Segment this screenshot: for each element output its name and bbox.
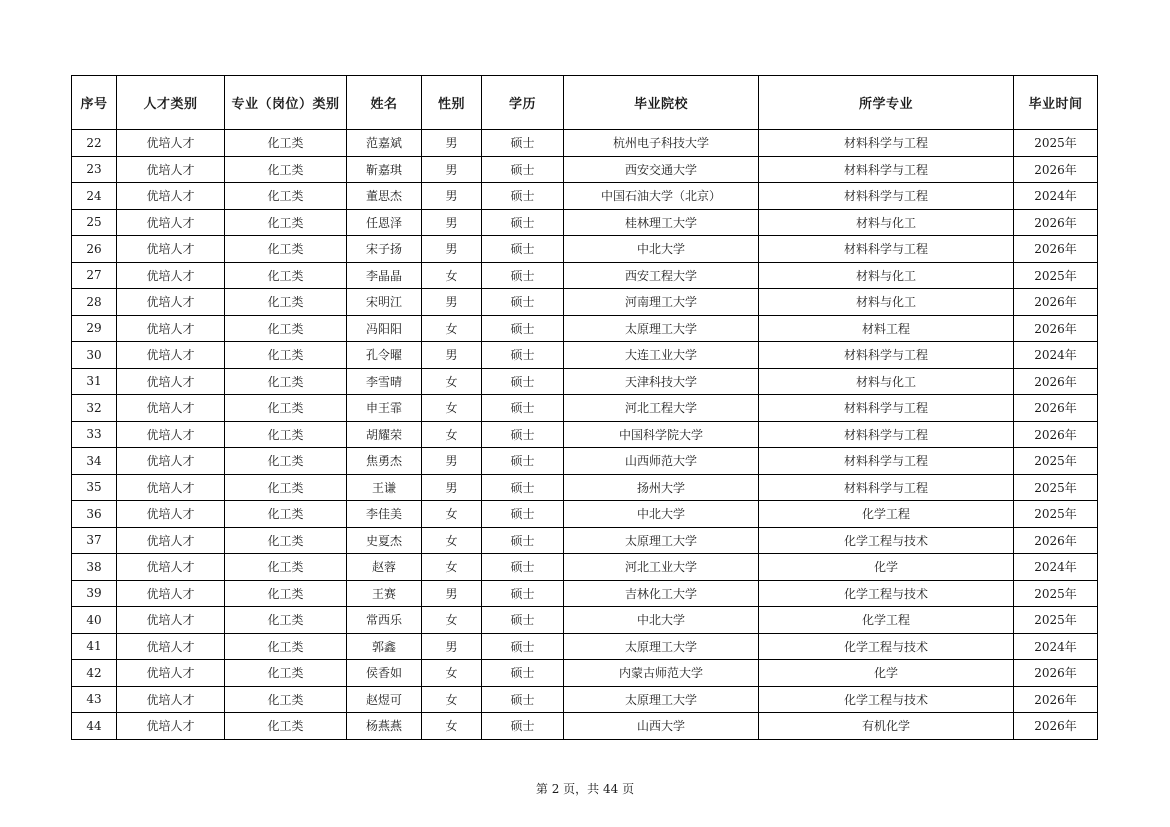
cell-talent-category: 优培人才: [117, 554, 225, 581]
cell-seq-no: 44: [72, 713, 117, 740]
cell-talent-category: 优培人才: [117, 342, 225, 369]
cell-gender: 女: [422, 607, 482, 634]
cell-education: 硕士: [482, 289, 564, 316]
cell-gender: 男: [422, 183, 482, 210]
cell-talent-category: 优培人才: [117, 713, 225, 740]
cell-name: 李佳美: [347, 501, 422, 528]
cell-talent-category: 优培人才: [117, 209, 225, 236]
column-header-seq-no: 序号: [72, 76, 117, 130]
cell-graduate-school: 西安工程大学: [564, 262, 759, 289]
cell-graduation-time: 2025年: [1014, 501, 1098, 528]
cell-graduate-school: 河北工业大学: [564, 554, 759, 581]
cell-graduation-time: 2026年: [1014, 289, 1098, 316]
cell-position-category: 化工类: [225, 395, 347, 422]
cell-talent-category: 优培人才: [117, 527, 225, 554]
cell-position-category: 化工类: [225, 713, 347, 740]
cell-graduation-time: 2026年: [1014, 395, 1098, 422]
table-row: [72, 580, 1098, 607]
cell-graduation-time: 2025年: [1014, 262, 1098, 289]
cell-graduate-school: 桂林理工大学: [564, 209, 759, 236]
cell-major: 材料科学与工程: [759, 474, 1014, 501]
cell-talent-category: 优培人才: [117, 580, 225, 607]
cell-seq-no: 36: [72, 501, 117, 528]
cell-gender: 男: [422, 236, 482, 263]
cell-position-category: 化工类: [225, 262, 347, 289]
cell-position-category: 化工类: [225, 660, 347, 687]
cell-major: 材料科学与工程: [759, 395, 1014, 422]
cell-graduation-time: 2026年: [1014, 209, 1098, 236]
cell-gender: 男: [422, 580, 482, 607]
cell-major: 材料科学与工程: [759, 236, 1014, 263]
cell-graduate-school: 太原理工大学: [564, 527, 759, 554]
cell-major: 材料与化工: [759, 262, 1014, 289]
cell-name: 赵蓉: [347, 554, 422, 581]
cell-major: 材料与化工: [759, 289, 1014, 316]
cell-seq-no: 40: [72, 607, 117, 634]
column-header-graduation-time: 毕业时间: [1014, 76, 1098, 130]
table-row: [72, 527, 1098, 554]
cell-seq-no: 43: [72, 686, 117, 713]
cell-gender: 女: [422, 421, 482, 448]
cell-education: 硕士: [482, 156, 564, 183]
table-row: [72, 289, 1098, 316]
cell-graduate-school: 中北大学: [564, 607, 759, 634]
cell-talent-category: 优培人才: [117, 633, 225, 660]
table-row: [72, 554, 1098, 581]
cell-graduate-school: 太原理工大学: [564, 315, 759, 342]
cell-talent-category: 优培人才: [117, 130, 225, 157]
cell-talent-category: 优培人才: [117, 660, 225, 687]
cell-major: 化学工程与技术: [759, 527, 1014, 554]
table-row: [72, 633, 1098, 660]
cell-talent-category: 优培人才: [117, 262, 225, 289]
cell-name: 任恩泽: [347, 209, 422, 236]
table-row: [72, 607, 1098, 634]
cell-name: 李晶晶: [347, 262, 422, 289]
cell-gender: 女: [422, 713, 482, 740]
cell-education: 硕士: [482, 474, 564, 501]
cell-graduate-school: 太原理工大学: [564, 633, 759, 660]
cell-gender: 男: [422, 448, 482, 475]
cell-talent-category: 优培人才: [117, 368, 225, 395]
cell-graduation-time: 2025年: [1014, 580, 1098, 607]
cell-position-category: 化工类: [225, 686, 347, 713]
cell-name: 王赛: [347, 580, 422, 607]
cell-name: 孔令曜: [347, 342, 422, 369]
cell-major: 化学工程: [759, 501, 1014, 528]
cell-major: 化学工程与技术: [759, 633, 1014, 660]
cell-graduation-time: 2026年: [1014, 156, 1098, 183]
cell-education: 硕士: [482, 448, 564, 475]
table-row: [72, 262, 1098, 289]
cell-major: 材料科学与工程: [759, 130, 1014, 157]
cell-gender: 女: [422, 262, 482, 289]
table-row: [72, 156, 1098, 183]
cell-graduate-school: 山西师范大学: [564, 448, 759, 475]
cell-seq-no: 30: [72, 342, 117, 369]
cell-education: 硕士: [482, 580, 564, 607]
table-row: [72, 368, 1098, 395]
cell-graduate-school: 中北大学: [564, 501, 759, 528]
cell-talent-category: 优培人才: [117, 448, 225, 475]
cell-graduate-school: 太原理工大学: [564, 686, 759, 713]
cell-name: 王谦: [347, 474, 422, 501]
cell-education: 硕士: [482, 633, 564, 660]
cell-graduation-time: 2026年: [1014, 713, 1098, 740]
cell-talent-category: 优培人才: [117, 236, 225, 263]
cell-major: 材料与化工: [759, 209, 1014, 236]
cell-position-category: 化工类: [225, 633, 347, 660]
cell-graduation-time: 2025年: [1014, 474, 1098, 501]
table-row: [72, 660, 1098, 687]
cell-graduate-school: 河北工程大学: [564, 395, 759, 422]
table-row: [72, 713, 1098, 740]
cell-seq-no: 35: [72, 474, 117, 501]
cell-graduate-school: 中国石油大学（北京）: [564, 183, 759, 210]
cell-gender: 男: [422, 342, 482, 369]
candidate-table: [71, 75, 1098, 740]
cell-education: 硕士: [482, 713, 564, 740]
cell-name: 赵煜可: [347, 686, 422, 713]
cell-graduation-time: 2025年: [1014, 607, 1098, 634]
cell-graduation-time: 2024年: [1014, 554, 1098, 581]
cell-major: 化学工程与技术: [759, 580, 1014, 607]
cell-position-category: 化工类: [225, 289, 347, 316]
cell-position-category: 化工类: [225, 183, 347, 210]
cell-talent-category: 优培人才: [117, 183, 225, 210]
column-header-education: 学历: [482, 76, 564, 130]
cell-graduation-time: 2024年: [1014, 183, 1098, 210]
table-row: [72, 395, 1098, 422]
cell-gender: 女: [422, 395, 482, 422]
cell-name: 史夏杰: [347, 527, 422, 554]
cell-education: 硕士: [482, 130, 564, 157]
cell-seq-no: 26: [72, 236, 117, 263]
cell-position-category: 化工类: [225, 368, 347, 395]
table-row: [72, 183, 1098, 210]
cell-graduate-school: 大连工业大学: [564, 342, 759, 369]
table-row: [72, 342, 1098, 369]
cell-major: 材料与化工: [759, 368, 1014, 395]
cell-seq-no: 38: [72, 554, 117, 581]
cell-major: 化学工程: [759, 607, 1014, 634]
cell-position-category: 化工类: [225, 501, 347, 528]
cell-major: 材料科学与工程: [759, 183, 1014, 210]
cell-education: 硕士: [482, 607, 564, 634]
cell-education: 硕士: [482, 262, 564, 289]
cell-major: 材料工程: [759, 315, 1014, 342]
cell-position-category: 化工类: [225, 130, 347, 157]
cell-major: 化学: [759, 660, 1014, 687]
cell-seq-no: 23: [72, 156, 117, 183]
column-header-name: 姓名: [347, 76, 422, 130]
cell-major: 材料科学与工程: [759, 156, 1014, 183]
cell-gender: 男: [422, 474, 482, 501]
cell-seq-no: 33: [72, 421, 117, 448]
cell-gender: 女: [422, 315, 482, 342]
cell-graduation-time: 2026年: [1014, 315, 1098, 342]
cell-seq-no: 22: [72, 130, 117, 157]
cell-gender: 男: [422, 209, 482, 236]
cell-talent-category: 优培人才: [117, 474, 225, 501]
cell-talent-category: 优培人才: [117, 289, 225, 316]
cell-education: 硕士: [482, 554, 564, 581]
cell-gender: 男: [422, 633, 482, 660]
cell-talent-category: 优培人才: [117, 501, 225, 528]
cell-position-category: 化工类: [225, 580, 347, 607]
cell-graduate-school: 山西大学: [564, 713, 759, 740]
table-row: [72, 501, 1098, 528]
cell-graduation-time: 2026年: [1014, 660, 1098, 687]
cell-name: 董思杰: [347, 183, 422, 210]
cell-graduate-school: 扬州大学: [564, 474, 759, 501]
cell-gender: 女: [422, 368, 482, 395]
cell-graduate-school: 河南理工大学: [564, 289, 759, 316]
cell-graduation-time: 2026年: [1014, 527, 1098, 554]
cell-position-category: 化工类: [225, 527, 347, 554]
table-row: [72, 209, 1098, 236]
cell-major: 材料科学与工程: [759, 342, 1014, 369]
cell-position-category: 化工类: [225, 474, 347, 501]
cell-seq-no: 24: [72, 183, 117, 210]
cell-position-category: 化工类: [225, 448, 347, 475]
cell-name: 侯香如: [347, 660, 422, 687]
cell-name: 李雪晴: [347, 368, 422, 395]
cell-talent-category: 优培人才: [117, 607, 225, 634]
cell-education: 硕士: [482, 395, 564, 422]
cell-talent-category: 优培人才: [117, 156, 225, 183]
cell-gender: 男: [422, 130, 482, 157]
table-row: [72, 421, 1098, 448]
cell-education: 硕士: [482, 686, 564, 713]
cell-talent-category: 优培人才: [117, 421, 225, 448]
table-body: [72, 130, 1098, 740]
cell-major: 化学工程与技术: [759, 686, 1014, 713]
cell-position-category: 化工类: [225, 315, 347, 342]
cell-name: 冯阳阳: [347, 315, 422, 342]
column-header-talent-category: 人才类别: [117, 76, 225, 130]
cell-education: 硕士: [482, 236, 564, 263]
column-header-graduate-school: 毕业院校: [564, 76, 759, 130]
cell-graduation-time: 2026年: [1014, 686, 1098, 713]
cell-education: 硕士: [482, 501, 564, 528]
cell-graduation-time: 2025年: [1014, 448, 1098, 475]
table-row: [72, 130, 1098, 157]
cell-seq-no: 31: [72, 368, 117, 395]
cell-seq-no: 42: [72, 660, 117, 687]
column-header-gender: 性别: [422, 76, 482, 130]
cell-gender: 女: [422, 660, 482, 687]
cell-gender: 女: [422, 501, 482, 528]
cell-name: 焦勇杰: [347, 448, 422, 475]
column-header-position-category: 专业（岗位）类别: [225, 76, 347, 130]
cell-seq-no: 37: [72, 527, 117, 554]
cell-gender: 女: [422, 686, 482, 713]
cell-education: 硕士: [482, 183, 564, 210]
cell-seq-no: 41: [72, 633, 117, 660]
cell-talent-category: 优培人才: [117, 686, 225, 713]
cell-gender: 男: [422, 289, 482, 316]
cell-gender: 女: [422, 554, 482, 581]
table-row: [72, 474, 1098, 501]
cell-gender: 女: [422, 527, 482, 554]
cell-graduate-school: 中北大学: [564, 236, 759, 263]
cell-education: 硕士: [482, 660, 564, 687]
cell-education: 硕士: [482, 209, 564, 236]
cell-graduation-time: 2024年: [1014, 342, 1098, 369]
cell-position-category: 化工类: [225, 554, 347, 581]
cell-seq-no: 39: [72, 580, 117, 607]
table-row: [72, 448, 1098, 475]
cell-major: 材料科学与工程: [759, 421, 1014, 448]
cell-name: 靳嘉琪: [347, 156, 422, 183]
cell-graduation-time: 2024年: [1014, 633, 1098, 660]
cell-education: 硕士: [482, 368, 564, 395]
cell-seq-no: 29: [72, 315, 117, 342]
cell-graduation-time: 2025年: [1014, 130, 1098, 157]
cell-education: 硕士: [482, 421, 564, 448]
cell-position-category: 化工类: [225, 156, 347, 183]
cell-education: 硕士: [482, 315, 564, 342]
cell-position-category: 化工类: [225, 421, 347, 448]
cell-major: 化学: [759, 554, 1014, 581]
cell-name: 宋子扬: [347, 236, 422, 263]
cell-position-category: 化工类: [225, 342, 347, 369]
cell-position-category: 化工类: [225, 209, 347, 236]
cell-name: 胡耀荣: [347, 421, 422, 448]
cell-name: 范嘉斌: [347, 130, 422, 157]
cell-graduation-time: 2026年: [1014, 236, 1098, 263]
cell-position-category: 化工类: [225, 236, 347, 263]
cell-position-category: 化工类: [225, 607, 347, 634]
cell-graduate-school: 杭州电子科技大学: [564, 130, 759, 157]
table-row: [72, 686, 1098, 713]
cell-seq-no: 34: [72, 448, 117, 475]
cell-name: 杨燕燕: [347, 713, 422, 740]
column-header-major: 所学专业: [759, 76, 1014, 130]
cell-talent-category: 优培人才: [117, 315, 225, 342]
cell-graduation-time: 2026年: [1014, 421, 1098, 448]
page-footer: 第 2 页，共 44 页: [535, 782, 635, 796]
cell-education: 硕士: [482, 342, 564, 369]
cell-graduation-time: 2026年: [1014, 368, 1098, 395]
cell-education: 硕士: [482, 527, 564, 554]
cell-graduate-school: 吉林化工大学: [564, 580, 759, 607]
cell-major: 材料科学与工程: [759, 448, 1014, 475]
table-row: [72, 236, 1098, 263]
table-row: [72, 315, 1098, 342]
cell-seq-no: 25: [72, 209, 117, 236]
table-header-row: [72, 76, 1098, 130]
cell-name: 申王霏: [347, 395, 422, 422]
cell-graduate-school: 西安交通大学: [564, 156, 759, 183]
cell-talent-category: 优培人才: [117, 395, 225, 422]
cell-graduate-school: 内蒙古师范大学: [564, 660, 759, 687]
cell-seq-no: 32: [72, 395, 117, 422]
cell-seq-no: 27: [72, 262, 117, 289]
cell-graduate-school: 天津科技大学: [564, 368, 759, 395]
cell-graduate-school: 中国科学院大学: [564, 421, 759, 448]
cell-name: 郭鑫: [347, 633, 422, 660]
cell-name: 常西乐: [347, 607, 422, 634]
cell-name: 宋明江: [347, 289, 422, 316]
cell-major: 有机化学: [759, 713, 1014, 740]
cell-seq-no: 28: [72, 289, 117, 316]
cell-gender: 男: [422, 156, 482, 183]
